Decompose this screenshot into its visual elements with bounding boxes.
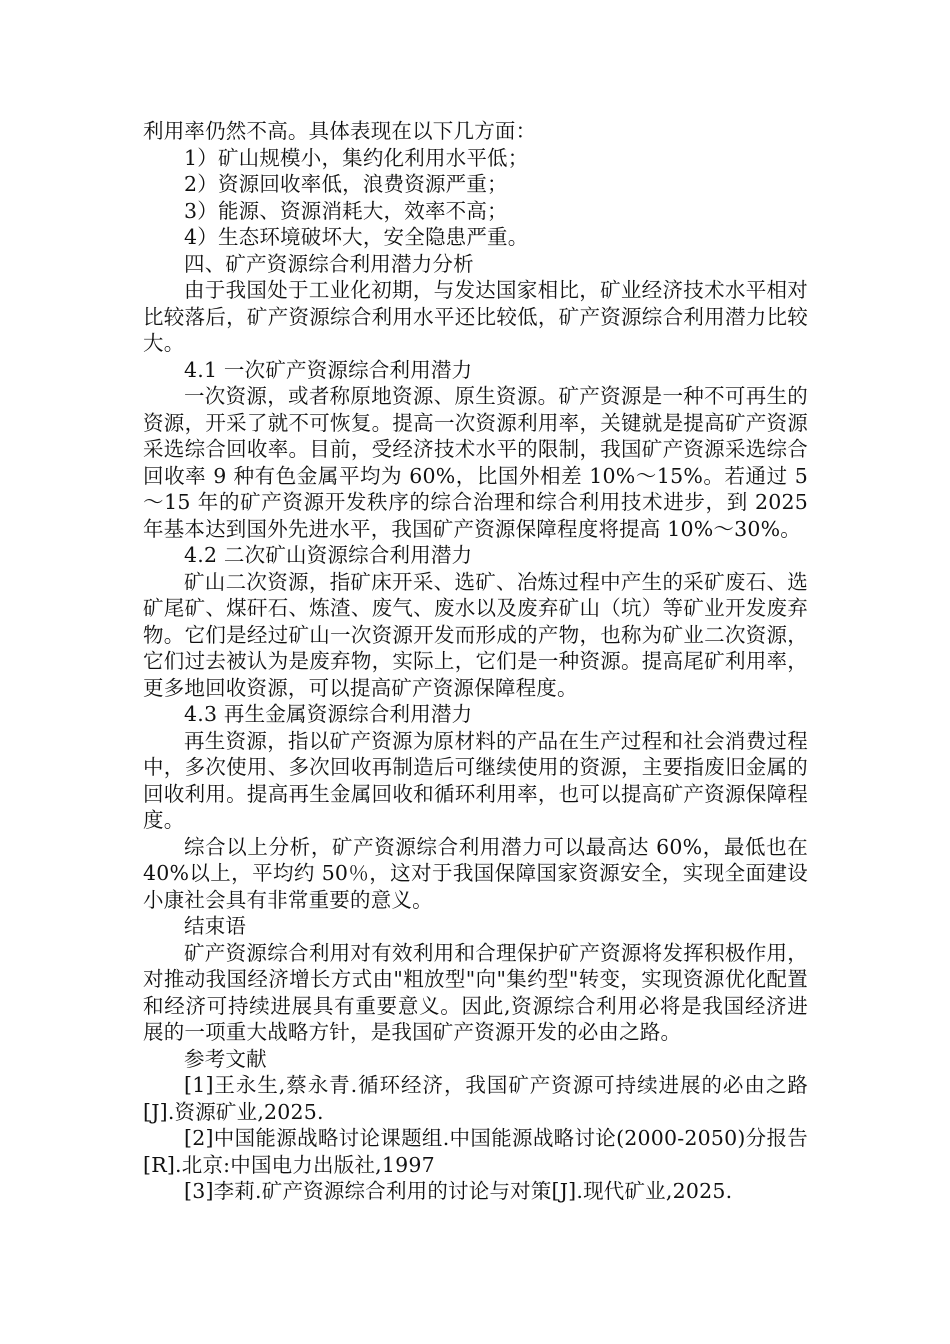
- subsection-heading: 4.3 再生金属资源综合利用潜力: [184, 702, 473, 726]
- article-body: [143, 118, 808, 1205]
- reference-item: [2]中国能源战略讨论课题组.中国能源战略讨论(2000-2050)分报告[R].北京:中国电力出版社,1997: [143, 1126, 808, 1177]
- subsection-heading: 4.1 一次矿产资源综合利用潜力: [184, 357, 473, 382]
- reference-item: [1]王永生,蔡永青.循环经济，我国矿产资源可持续进展的必由之路[J].资源矿业,2025.: [143, 1073, 808, 1124]
- section-heading: 四、矿产资源综合利用潜力分析: [184, 251, 474, 276]
- problem-item: 2）资源回收率低，浪费资源严重；: [184, 172, 508, 196]
- section-intro: 由于我国处于工业化初期，与发达国家相比，矿业经济技术水平相对比较落后，矿产资源综合利用水平还比较低，矿产资源综合利用潜力比较大。: [143, 278, 808, 355]
- conclusion-heading: 结束语: [184, 914, 247, 938]
- subsection-body: 矿山二次资源，指矿床开采、选矿、冶炼过程中产生的采矿废石、选矿尾矿、煤矸石、炼渣、废气、废水以及废弃矿山（坑）等矿业开发废弃物。它们是经过矿山一次资源开发而形成的产物，也称为矿业二次资源，它们过去被认为是废弃物，实际上，它们是一种资源。提高尾矿利用率，更多地回收资源，可以提高矿产资源保障程度。: [143, 569, 808, 700]
- conclusion-body: 矿产资源综合利用对有效利用和合理保护矿产资源将发挥积极作用，对推动我国经济增长方式由"粗放型"向"集约型"转变，实现资源优化配置和经济可持续进展具有重要意义。因此,资源综合利用必将是我国经济进展的一项重大战略方针，是我国矿产资源开发的必由之路。: [143, 940, 808, 1044]
- problem-item: 1）矿山规模小，集约化利用水平低；: [184, 145, 529, 170]
- reference-item: [3]李莉.矿产资源综合利用的讨论与对策[J].现代矿业,2025.: [184, 1179, 733, 1203]
- subsection-body: 再生资源，指以矿产资源为原材料的产品在生产过程和社会消费过程中，多次使用、多次回收再制造后可继续使用的资源，主要指废旧金属的回收利用。提高再生金属回收和循环利用率，也可以提高矿产资源保障程度。: [143, 728, 808, 832]
- problem-item: 4）生态环境破坏大，安全隐患严重。: [184, 225, 529, 249]
- problem-item: 3）能源、资源消耗大，效率不高；: [184, 198, 508, 223]
- summary-paragraph: 综合以上分析，矿产资源综合利用潜力可以最高达 60%，最低也在 40%以上，平均约 50％，这对于我国保障国家资源安全，实现全面建设小康社会具有非常重要的意义。: [143, 834, 808, 912]
- intro-continuation: 利用率仍然不高。具体表现在以下几方面：: [143, 119, 537, 143]
- references-heading: 参考文献: [184, 1046, 267, 1071]
- subsection-heading: 4.2 二次矿山资源综合利用潜力: [184, 543, 473, 567]
- subsection-body: 一次资源，或者称原地资源、原生资源。矿产资源是一种不可再生的资源，开采了就不可恢复。提高一次资源利用率，关键就是提高矿产资源采选综合回收率。目前，受经济技术水平的限制，我国矿产资源采选综合回收率 9 种有色金属平均为 60%，比国外相差 10%～15%。若通过 5～15 年的矿产资源开发秩序的综合治理和综合利用技术进步，到 2025 年基本达到国外先进水平，我国矿产资源保障程度将提高 10%～30%。: [143, 384, 808, 541]
